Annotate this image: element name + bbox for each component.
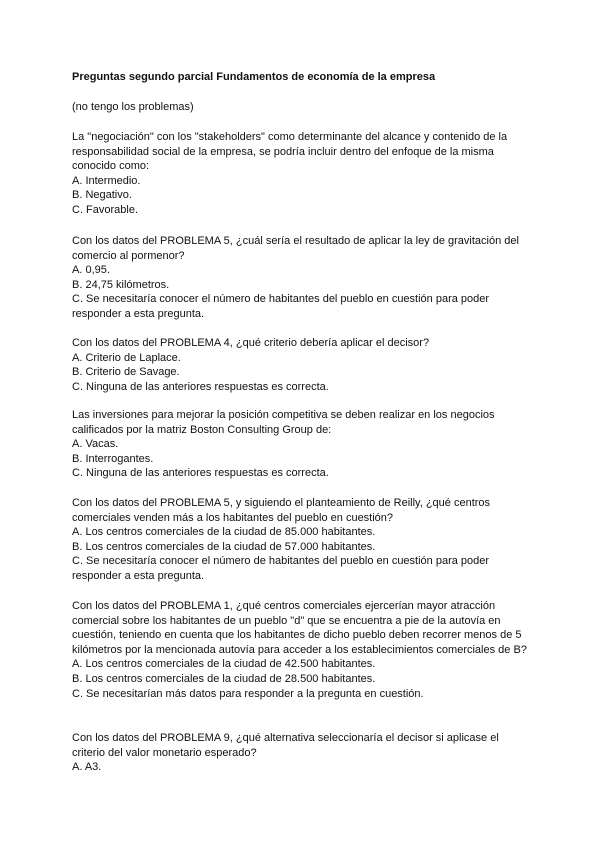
question-7 xyxy=(72,731,532,775)
answer-option: B. Los centros comerciales de la ciudad de 57.000 habitantes. xyxy=(72,540,376,553)
answer-option: C. Se necesitarían más datos para responder a la pregunta en cuestión. xyxy=(72,687,424,700)
answer-option: C. Se necesitaría conocer el número de habitantes del pueblo en cuestión para poder responder a esta pregunta. xyxy=(72,555,490,582)
question-text: Con los datos del PROBLEMA 9, ¿qué alternativa seleccionaría el decisor si aplicase el criterio del valor monetario esperado? xyxy=(72,732,499,759)
answer-option: B. Negativo. xyxy=(72,189,132,202)
question-text: Con los datos del PROBLEMA 5, ¿cuál sería el resultado de aplicar la ley de gravitación del comercio al pormenor? xyxy=(72,235,519,262)
answer-option: A. Los centros comerciales de la ciudad de 85.000 habitantes. xyxy=(72,526,376,539)
answer-option: C. Ninguna de las anteriores respuestas es correcta. xyxy=(72,467,329,480)
answer-option: B. Criterio de Savage. xyxy=(72,366,180,379)
question-text: Las inversiones para mejorar la posición competitiva se deben realizar en los negocios calificados por la matriz Boston Consulting Group de: xyxy=(72,409,495,436)
answer-option: C. Ninguna de las anteriores respuestas es correcta. xyxy=(72,380,329,393)
answer-option: C. Favorable. xyxy=(72,203,139,216)
question-text: Con los datos del PROBLEMA 1, ¿qué centros comerciales ejercerían mayor atracción comercial sobre los habitantes de un pueblo "d" que se encuentra a pie de la autovía en cuestión, teniendo en cuenta que los habitantes de dicho pueblo deben recorrer menos de 5 kilómetros por la mencionada autovía para acceder a los establecimientos comerciales de B? xyxy=(72,600,527,656)
question-1 xyxy=(72,130,532,218)
answer-option: A. Criterio de Laplace. xyxy=(72,351,181,364)
question-4 xyxy=(72,408,532,481)
page-title: Preguntas segundo parcial Fundamentos de economía de la empresa xyxy=(72,71,436,83)
question-5 xyxy=(72,496,532,584)
question-2 xyxy=(72,234,532,322)
answer-option: A. Intermedio. xyxy=(72,174,141,187)
answer-option: B. 24,75 kilómetros. xyxy=(72,278,170,291)
question-text: Con los datos del PROBLEMA 5, y siguiendo el planteamiento de Reilly, ¿qué centros comerciales venden más a los habitantes del pueblo en cuestión? xyxy=(72,497,491,524)
answer-option: A. Vacas. xyxy=(72,438,119,451)
note-text: (no tengo los problemas) xyxy=(72,101,194,113)
question-text: Con los datos del PROBLEMA 4, ¿qué criterio debería aplicar el decisor? xyxy=(72,337,430,349)
answer-option: A. A3. xyxy=(72,761,102,774)
answer-option: A. 0,95. xyxy=(72,264,110,277)
answer-option: C. Se necesitaría conocer el número de habitantes del pueblo en cuestión para poder responder a esta pregunta. xyxy=(72,293,490,320)
answer-option: B. Los centros comerciales de la ciudad de 28.500 habitantes. xyxy=(72,672,376,685)
question-text: La "negociación" con los "stakeholders" como determinante del alcance y contenido de la responsabilidad social de la empresa, se podría incluir dentro del enfoque de la misma conocido como: xyxy=(72,131,508,173)
question-6 xyxy=(72,599,532,701)
answer-option: B. Interrogantes. xyxy=(72,452,154,465)
question-3 xyxy=(72,336,532,394)
answer-option: A. Los centros comerciales de la ciudad de 42.500 habitantes. xyxy=(72,658,376,671)
